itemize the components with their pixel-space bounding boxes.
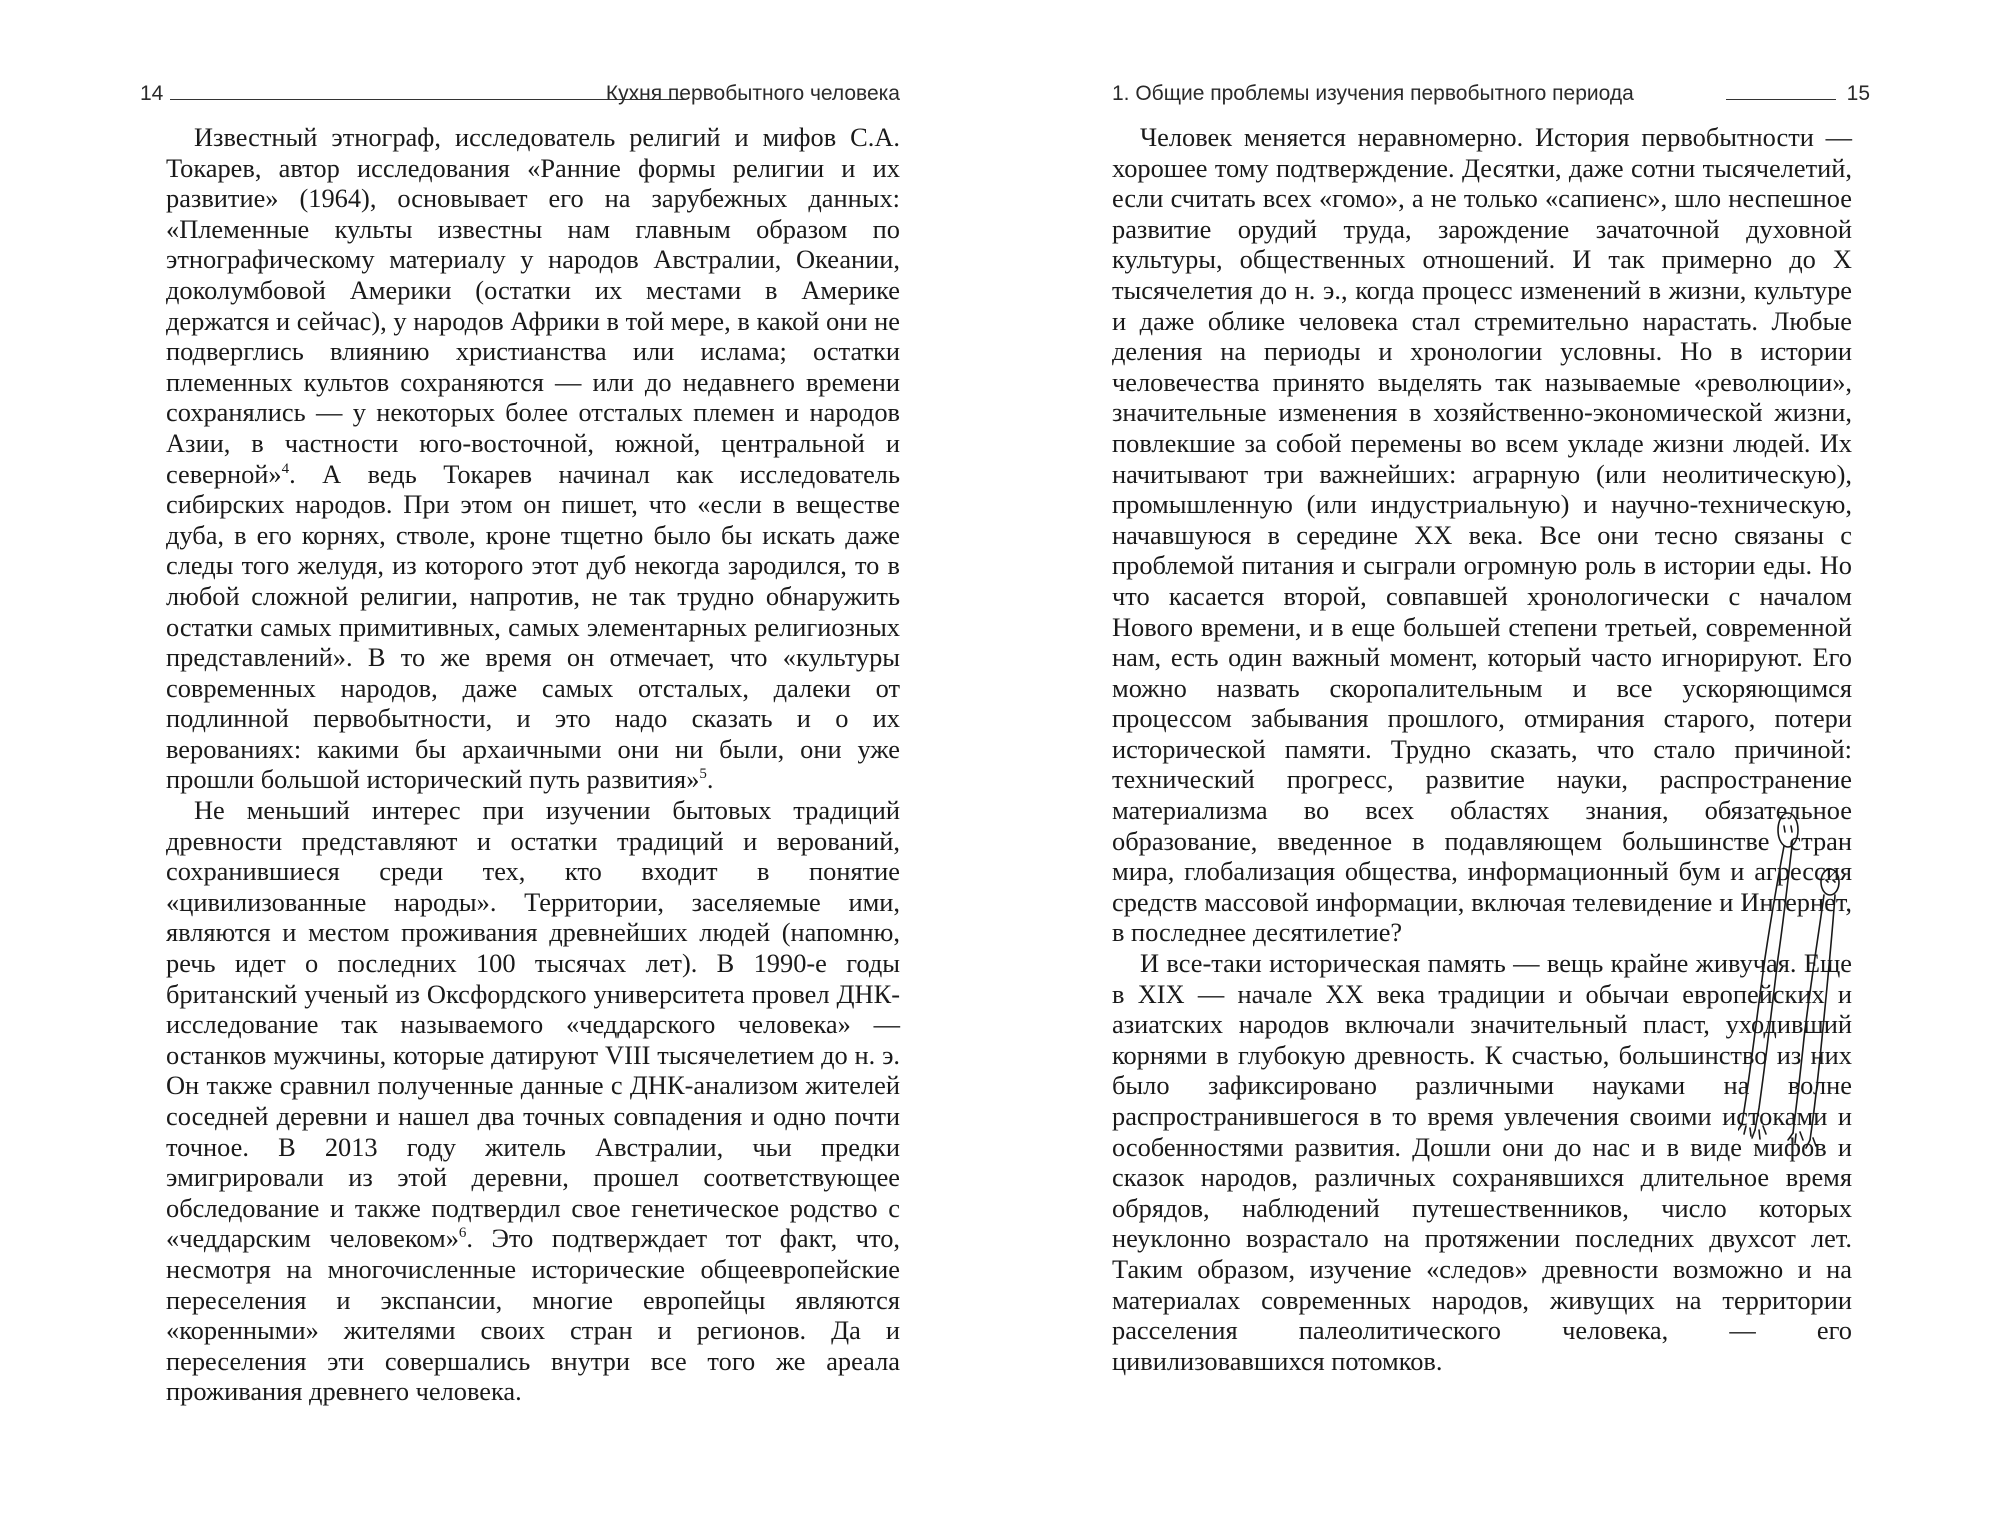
text-run: Известный этнограф, исследователь религий и мифов С.А. Токарев, автор исследования «Ранние формы религии и их развитие» (1964), основывает его на зарубежных данных: «Племенные культы известны нам главным образом по этнографическому материалу у народов Австралии, Океании, доколумбовой Америки (остатки их местами в Америке держатся и сейчас), у народов Африки в той мере, в какой они не подверглись влиянию христианства или ислама; остатки племенных культов сохраняются — или до недавнего времени сохранялись — у некоторых более отсталых племен и народов Азии, в частности юго-восточной, южной, центральной и северной»	[166, 122, 900, 489]
primitive-figures-illustration	[1738, 808, 1868, 1168]
text-run: Не меньший интерес при изучении бытовых традиций древности представляют и остатки традиций и верований, сохранившиеся среди тех, кто входит в понятие «цивилизованные народы». Территории, заселяемые ими, являются и местом проживания древнейших людей (напомню, речь идет о последних 100 тысячах лет). В 1990-е годы британский ученый из Оксфордского университета провел ДНК-исследование так называемого «чеддарского человека» — останков мужчины, которые датируют VIII тысячелетием до н. э. Он также сравнил полученные данные с ДНК-анализом жителей соседней деревни и нашел два точных совпадения и одно почти точное. В 2013 году житель Австралии, чьи предки эмигрировали из этой деревни, прошел соответствующее обследование и также подтвердил свое генетическое родство с «чеддарским человеком»	[166, 795, 900, 1254]
paragraph	[166, 122, 900, 795]
paragraph	[166, 795, 900, 1407]
text-run: . А ведь Токарев начинал как исследователь сибирских народов. При этом он пишет, что «если в веществе дуба, в его корнях, стволе, кроне тщетно было бы искать даже следы того желудя, из которого этот дуб некогда зародился, то в любой сложной религии, напротив, не так трудно обнаружить остатки самых примитивных, самых элементарных религиозных представлений». В то же время он отмечает, что «культуры современных народов, даже самых отсталых, далеки от подлинной первобытности, и это надо сказать и о их верованиях: какими бы архаичными они ни были, они уже прошли большой исторический путь развития»	[166, 458, 900, 795]
page-number-right: 15	[1846, 82, 1870, 105]
tall-figure-drawing	[1738, 813, 1798, 1139]
paragraph: Человек меняется неравномерно. История первобытности — хорошее тому подтверждение. Десятки, даже сотни тысячелетий, если считать всех «гомо», а не только «сапиенс», шло неспешное развитие орудий труда, зарождение зачаточной духовной культуры, общественных отношений. И так примерно до X тысячелетия до н. э., когда процесс изменений в жизни, культуре и даже облике человека стал стремительно нарастать. Любые деления на периоды и хронологии условны. Но в истории человечества принято выделять так называемые «революции», значительные изменения в хозяйственно-экономической жизни, повлекшие за собой перемены во всем укладе жизни людей. Их начитывают три важнейших: аграрную (или неолитическую), промышленную (или индустриальную) и научно-техническую, начавшуюся в середине XX века. Все они тесно связаны с проблемой питания и сыграли огромную роль в истории еды. Но что касается второй, совпавшей хронологически с началом Нового времени, и в еще большей степени третьей, современной нам, есть один важный момент, который часто игнорируют. Его можно назвать скоропалительным и все ускоряющимся процессом забывания прошлого, отмирания старого, потери исторической памяти. Трудно сказать, что стало причиной: технический прогресс, развитие науки, распространение материализма во всех областях знания, обязательное образование, введенное в подавляющем большинстве стран мира, глобализация общества, информационный бум и агрессия средств массовой информации, включая телевидение и Интернет, в последнее десятилетие?	[1112, 122, 1852, 948]
footnote-ref: 5	[699, 766, 707, 783]
short-figure-drawing	[1788, 869, 1839, 1148]
text-run: .	[706, 764, 714, 795]
body-text-right	[1112, 122, 1852, 1376]
footnote-ref: 6	[458, 1225, 467, 1242]
body-text-left	[166, 122, 900, 1407]
paragraph: И все-таки историческая память — вещь крайне живучая. Еще в XIX — начале XX века традиции и обычаи европейских и азиатских народов включали значительный пласт, уходивший корнями в глубокую древность. К счастью, большинство из них было зафиксировано различными науками на волне распространившегося в то время увлечения своими истоками и особенностями развития. Дошли они до нас и в виде мифов и сказок народов, различных сохранявшихся длительное время обрядов, наблюдений путешественников, число которых неуклонно возрастало на протяжении последних двухсот лет. Таким образом, изучение «следов» древности возможно и на материалах современных народов, живущих на территории расселения палеолитического человека, — его цивилизовавшихся потомков.	[1112, 948, 1852, 1376]
right-page	[1000, 0, 2000, 1525]
page-number-left: 14	[140, 82, 164, 105]
running-title-right: 1. Общие проблемы изучения первобытного периода	[1112, 82, 1634, 105]
running-title-left: Кухня первобытного человека	[605, 82, 900, 105]
footnote-ref: 4	[281, 460, 290, 477]
header-rule-right	[1726, 99, 1836, 100]
text-run: . Это подтверждает тот факт, что, несмотря на многочисленные исторические общеевропейские переселения и экспансии, многие европейцы являются «коренными» жителями своих стран и регионов. Да и переселения эти совершались внутри все того же ареала проживания древнего человека.	[166, 1223, 900, 1407]
